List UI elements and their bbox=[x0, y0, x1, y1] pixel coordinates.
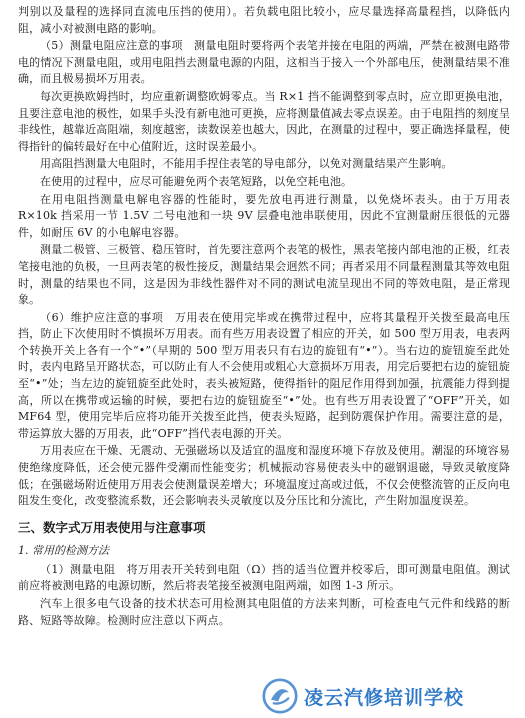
paragraph-8: （6）维护应注意的事项 万用表在使用完毕或在携带过程中，应将其量程开关拨至最高电压挡，防止下次使用时不慎损坏万用表。而有些万用表设置了相应的开关，如 500 型万用表，电表两个转换开关上各有一个“•”（早期的 500 型万用表只有右边的旋钮有“•”）。当右边的旋钮旋至此处时，表内电路呈开路状态，可以防止有人不会使用或粗心大意损坏万用表，用完后要把右边的旋钮旋至“•”处；当左边的旋钮旋至此处时，表头被短路，使得指针的阻尼作用得到加强，抗震能力得到提高，所以在携带或运输的时候，要把右边的旋钮旋至“•”处。也有些万用表设置了“OFF”开关，如 MF64 型，使用完毕后应将功能开关拨至此挡，使表头短路，起到防震保护作用。需要注意的是，带运算放大器的万用表，此“OFF”挡代表电源的开关。 bbox=[18, 310, 510, 440]
paragraph-10: （1）测量电阻 将万用表开关转到电阻（Ω）挡的适当位置并校零后，即可测量电阻值。测试前应将被测电路的电源切断，然后将表笔接至被测电阻两端，如图 1-3 所示。 bbox=[18, 562, 510, 593]
paragraph-4: 用高阻挡测量大电阻时，不能用手捏住表笔的导电部分，以免对测量结果产生影响。 bbox=[40, 157, 453, 171]
paragraph-5: 在使用的过程中，应尽可能避免两个表笔短路，以免空耗电池。 bbox=[40, 174, 353, 188]
paragraph-9: 万用表应在干燥、无震动、无强磁场以及适宜的温度和湿度环境下存放及使用。潮湿的环境容易使绝缘度降低，还会使元器件受潮而性能变劣；机械振动容易使表头中的磁钢退磁，导致灵敏度降低；在强磁场附近使用万用表会使测量误差增大；环境温度过高或过低，不仅会使整流管的正反向电阻发生变化，改变整流系数，还会影响表头灵敏度以及分压比和分流比，产生附加温度误差。 bbox=[18, 444, 510, 508]
document-page bbox=[18, 4, 510, 630]
section-title: 三、数字式万用表使用与注意事项 bbox=[18, 519, 206, 535]
watermark bbox=[262, 676, 522, 716]
paragraph-2: （5）测量电阻应注意的事项 测量电阻时要将两个表笔并接在电阻的两端，严禁在被测电路带电的情况下测量电阻，或用电阻挡去测量电源的内阻，这相当于接入一个外部电压，使测量结果不准确，而且极易损坏万用表。 bbox=[18, 39, 510, 86]
watermark-text: 凌云汽修培训学校 bbox=[304, 686, 465, 709]
paragraph-6: 在用电阻挡测量电解电容器的性能时，要先放电再进行测量，以免烧坏表头。由于万用表 R×10k 挡采用一节 1.5V 二号电池和一块 9V 层叠电池串联使用，因此不宜测量耐压很低的元器件，如耐压 6V 的小电解电容器。 bbox=[18, 192, 510, 239]
lingyun-logo-icon bbox=[262, 678, 298, 714]
paragraph-1: 判别以及量程的选择同直流电压挡的使用）。若负载电阻比较小，应尽量选择高量程挡，以降低内阻，减小对被测电路的影响。 bbox=[18, 5, 510, 35]
paragraph-3: 每次更换欧姆挡时，均应重新调整欧姆零点。当 R×1 挡不能调整到零点时，应立即更换电池，且要注意电池的极性，如果手头没有新电池可更换，应将测量值减去零点误差。由于电阻挡的刻度呈非线性，越靠近高阻端，刻度越密，读数误差也越大，因此，在测量的过程中，要正确选择量程，使得指针的偏转最好在中心值附近，这时误差最小。 bbox=[18, 89, 510, 153]
paragraph-11: 汽车上很多电气设备的技术状态可用检测其电阻值的方法来判断，可检查电气元件和线路的断路、短路等故障。检测时应注意以下两点。 bbox=[18, 597, 510, 627]
subsection-title: 1. 常用的检测方法 bbox=[18, 543, 109, 557]
paragraph-7: 测量二极管、三极管、稳压管时，首先要注意两个表笔的极性，黑表笔接内部电池的正极，红表笔接电池的负极，一旦两表笔的极性接反，测量结果会迥然不同；再者采用不同量程测量其等效电阻时，测量的结果也不同，这是因为非线性器件对不同的测试电流呈现出不同的等效电阻，是正常现象。 bbox=[18, 243, 510, 307]
